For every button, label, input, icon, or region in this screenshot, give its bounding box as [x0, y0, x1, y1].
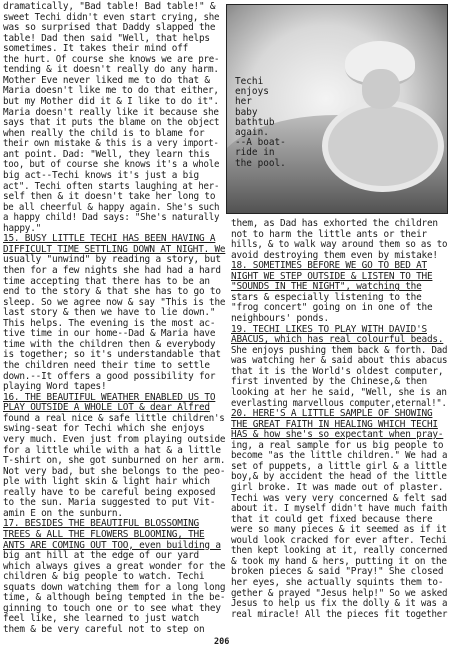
- text-line: sweet Techi didn't even start crying, she: [3, 11, 220, 23]
- text-line: everlasting marvellous computer,eternal!".: [231, 397, 447, 409]
- text-line: set of puppets, a little girl & a little: [231, 460, 447, 472]
- text-line: feel like, she learned to just watch: [3, 613, 199, 625]
- caption-line: her: [235, 96, 252, 108]
- text-line: Maria doesn't really like it because she: [3, 106, 219, 118]
- text-line: for a little while with a hat & a little: [3, 444, 221, 456]
- text-line: Maria doesn't like me to do that either,: [3, 85, 219, 97]
- text-line: She enjoys pushing them back & forth. Dad: [231, 344, 448, 356]
- text-line: Mother Eve never liked me to do that &: [3, 74, 210, 86]
- text-line: time accepting that there has to be an: [3, 275, 210, 287]
- text-line: TREES & ALL THE FLOWERS BLOOMING, THE: [3, 529, 205, 540]
- text-line: really have to be careful being exposed: [3, 486, 216, 498]
- text-line: tending & it doesn't really do any harm.: [3, 64, 219, 76]
- text-line: HAS & how she's so expectant when pray-: [231, 429, 444, 441]
- text-line: says that it puts the blame on the object: [3, 117, 220, 129]
- photo-techi-bathtub: [226, 4, 448, 214]
- caption-line: the pool.: [235, 157, 286, 169]
- text-line: them, as Dad has exhorted the children: [231, 218, 438, 229]
- text-line: her eyes, she actually squints them to-: [231, 577, 444, 589]
- text-line: amin E on the sunburn.: [3, 507, 123, 519]
- text-line: happy.": [3, 222, 42, 234]
- text-line: self then & it doesn't take her long to: [3, 191, 216, 203]
- text-line: T-shirt on, she got sunburned on her arm.: [3, 455, 226, 467]
- text-line: tive time in our home--Dad & Maria have: [3, 328, 216, 340]
- text-line: "frog concert" going on in one of the: [231, 302, 433, 314]
- text-line: playing Word tapes!: [3, 381, 107, 393]
- text-line: become "as the little children." We had a: [231, 450, 448, 462]
- text-line: the hurt. Of course she knows we are pre-: [3, 53, 220, 65]
- text-line: looking at her he said, "Well, she is an: [231, 386, 447, 398]
- text-line: big ant hill at the edge of our yard: [3, 550, 199, 562]
- text-line: ing, a real sample for us big people to: [231, 439, 444, 451]
- text-line: sleep. So we agree now & say "This is the: [3, 296, 226, 308]
- caption-line: ride in: [235, 147, 275, 159]
- text-line: be all cheerful & happy again. She's such: [3, 201, 220, 213]
- text-line: ANTS ARE COMING OUT TOO, even building a: [3, 539, 221, 551]
- text-line: very much. Even just from playing outside: [3, 433, 226, 445]
- text-line: sometimes. It takes their mind off: [3, 43, 189, 55]
- text-line: dramatically, "Bad table! Bad table!" &: [3, 1, 216, 12]
- text-line: act". Techi often starts laughing at her-: [3, 180, 220, 192]
- child-face: [362, 69, 400, 109]
- text-line: swing-seat for Techi which she enjoys: [3, 423, 205, 435]
- text-line: their own mistake & this is a very import-: [3, 138, 219, 150]
- text-line: ant point. Dad: "Well, they learn this: [3, 148, 210, 160]
- text-line: 20. HERE'S A LITTLE SAMPLE OF SHOWING: [231, 408, 433, 420]
- text-line: PLAY OUTSIDE A WHOLE LOT & dear Alfred: [3, 402, 210, 414]
- text-line: 19. TECHI LIKES TO PLAY WITH DAVID'S: [231, 323, 427, 335]
- text-line: THE GREAT FAITH IN HEALING WHICH TECHI: [231, 418, 438, 430]
- text-line: 17. BESIDES THE BEAUTIFUL BLOSSOMING: [3, 518, 199, 530]
- text-line: Jesus to help us fix the dolly & it was a: [231, 598, 448, 610]
- text-line: end to the story & that she has to go to: [3, 286, 221, 298]
- page-number: 206: [214, 637, 230, 647]
- photo-caption: [235, 77, 286, 169]
- text-line: 15. BUSY LITTLE TECHI HAS BEEN HAVING A: [3, 233, 216, 245]
- text-line: a happy child! Dad says: "She's naturally: [3, 212, 220, 224]
- text-line: avoid destroying them even by mistake!: [231, 249, 438, 261]
- text-line: usually "unwind" by reading a story, but: [3, 254, 221, 266]
- caption-line: bathtub: [235, 116, 275, 128]
- caption-line: enjoys: [235, 86, 269, 98]
- text-line: them & be very careful not to step on: [3, 624, 205, 636]
- text-line: when really the child is to blame for: [3, 127, 205, 139]
- text-line: children & big people to watch. Techi: [3, 571, 205, 583]
- text-line: down.--It offers a good possibility for: [3, 370, 216, 382]
- text-line: real miracle! All the pieces fit together: [231, 608, 448, 620]
- text-line: broken pieces & said "Pray!" She closed: [231, 566, 444, 578]
- text-line: table! Dad then said "Well, that helps: [3, 32, 210, 44]
- text-line: DIFFICULT TIME SETTLING DOWN AT NIGHT. We: [3, 243, 226, 255]
- text-line: squats down watching them for a long long: [3, 581, 226, 593]
- text-line: first invented by the Chinese,& then: [231, 376, 427, 388]
- text-line: stars & especially listening to the: [231, 291, 422, 303]
- text-line: to the sun. Maria suggested to put Vit-: [3, 497, 216, 509]
- text-line: that it could get fixed because there: [231, 513, 433, 525]
- text-line: This helps. The evening is the most ac-: [3, 317, 216, 329]
- text-line: was watching her & said about this abacus: [231, 355, 448, 367]
- text-line: were so many pieces & it seemed as if it: [231, 524, 447, 536]
- text-line: time with the children then & everybody: [3, 338, 216, 350]
- text-line: time, & although being tempted in the be-: [3, 592, 226, 604]
- text-line: too, but of course she knows it's a whole: [3, 159, 220, 171]
- text-line: not to harm the little ants or their: [231, 228, 427, 240]
- text-line: "SOUNDS IN THE NIGHT", watching the: [231, 281, 422, 293]
- text-line: 16. THE BEAUTIFUL WEATHER ENABLED US TO: [3, 391, 216, 403]
- text-line: is together; so it's understandable that: [3, 349, 221, 361]
- text-line: last story & then we have to lie down.": [3, 307, 216, 319]
- caption-line: baby: [235, 106, 258, 118]
- text-line: Techi was very very concerned & felt sad: [231, 492, 447, 504]
- text-line: ginning to touch one or to see what they: [3, 602, 221, 614]
- text-line: neighbours' ponds.: [231, 313, 329, 325]
- text-line: & took my hand & hers, putting it on the: [231, 555, 447, 567]
- baby-bathtub: [322, 100, 444, 192]
- text-line: big act--Techi knows it's just a big: [3, 169, 199, 181]
- text-line: NIGHT WE STEP OUTSIDE & LISTEN TO THE: [231, 270, 433, 282]
- text-line: ABACUS, which has real colourful beads.: [231, 334, 444, 346]
- text-line: then for a few nights she had had a hard: [3, 265, 221, 276]
- text-line: found a real nice & safe little children's: [3, 412, 225, 424]
- text-line: but my Mother did it & I like to do it".: [3, 96, 219, 108]
- caption-line: --A boat-: [235, 137, 286, 149]
- text-line: that it is the World's oldest computer,: [231, 365, 444, 377]
- text-line: gether & prayed "Jesus help!" So we asked: [231, 587, 448, 599]
- text-line: hills, & to walk way around them so as to: [231, 239, 448, 251]
- text-line: then kept looking at it, really concerned: [231, 545, 448, 557]
- caption-line: again.: [235, 127, 269, 139]
- text-line: 18. SOMETIMES BEFORE WE GO TO BED AT: [231, 260, 427, 272]
- caption-line: Techi: [235, 76, 264, 87]
- text-line: Not very bad, but she belongs to the peo-: [3, 465, 226, 477]
- text-line: boy,& by accident the head of the little: [231, 471, 447, 483]
- text-line: which always gives a great wonder for the: [3, 560, 226, 572]
- text-line: was so surprised that Daddy slapped the: [3, 22, 216, 34]
- text-line: about it. I myself didn't have much faith: [231, 503, 448, 515]
- text-line: girl broke. It was made out of plaster.: [231, 482, 444, 493]
- text-line: the children need their time to settle: [3, 360, 210, 372]
- text-line: ple with light skin & light hair which: [3, 476, 210, 488]
- text-line: would look cracked for ever after. Techi: [231, 534, 447, 546]
